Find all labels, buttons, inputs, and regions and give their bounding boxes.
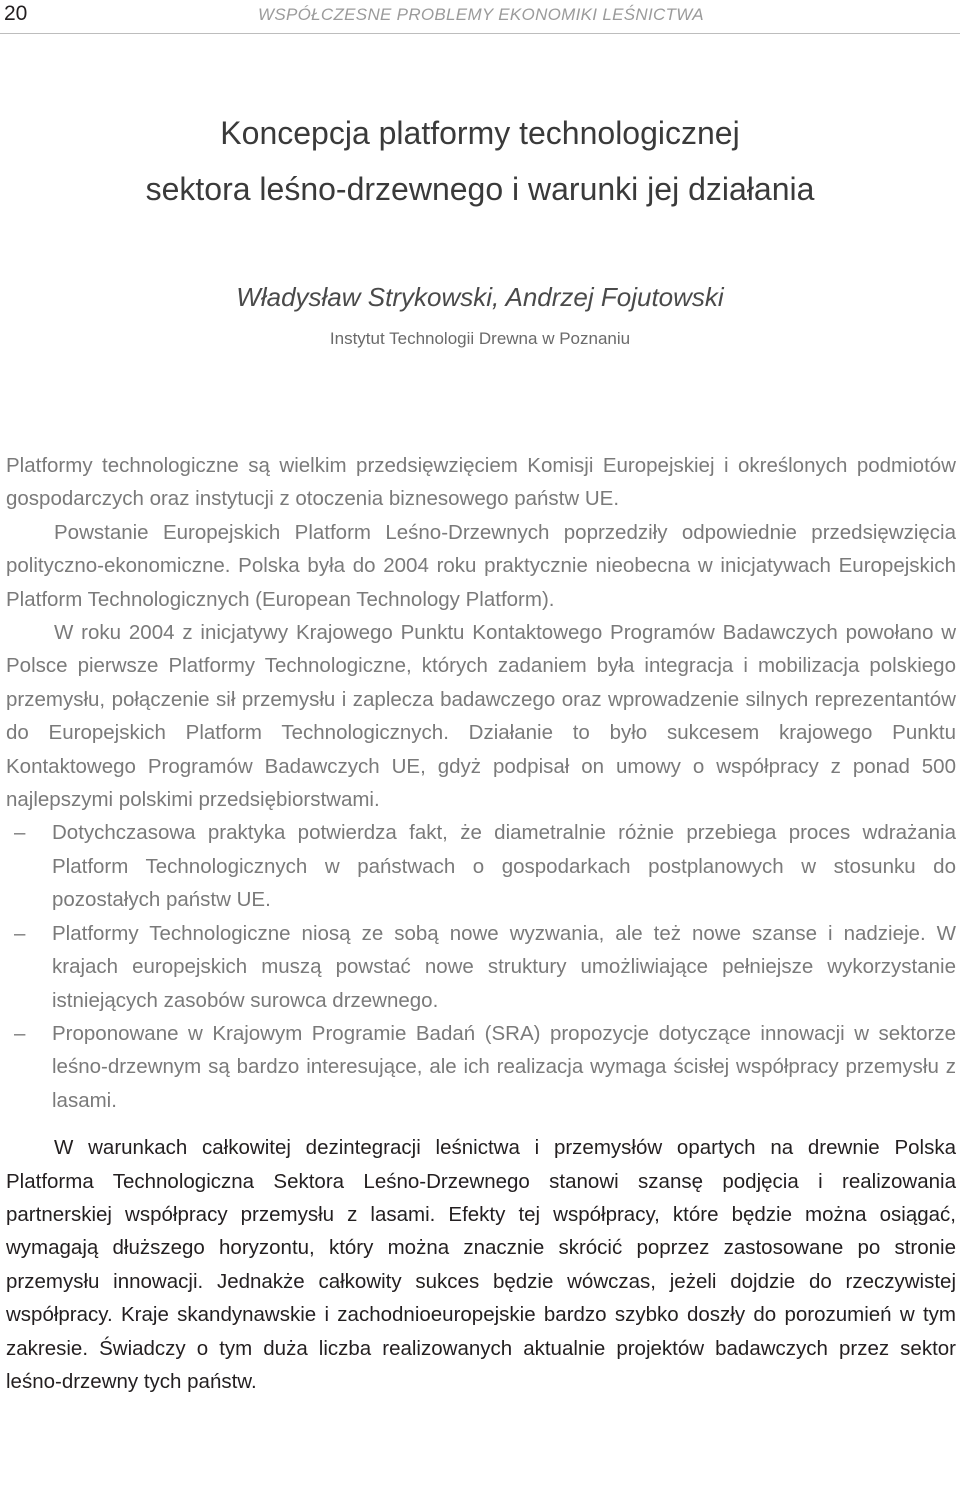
- article-body: [6, 449, 956, 1398]
- bullet-item-3: [6, 1017, 956, 1117]
- abstract-bullet-list: [6, 816, 956, 1117]
- page-number: 20: [4, 2, 28, 25]
- abstract-paragraph-1: Platformy technologiczne są wielkim przedsięwzięciem Komisji Europejskiej i określonych podmiotów gospodarczych oraz instytucji z otoczenia biznesowego państw UE.: [6, 454, 956, 511]
- abstract-paragraph-2: Powstanie Europejskich Platform Leśno-Drzewnych poprzedziły odpowiednie przedsięwzięcia polityczno-ekonomiczne. Polska była do 2004 roku praktycznie nieobecna w inicjatywach Europejskich Platform Technologicznych (European Technology Platform).: [6, 520, 956, 611]
- bullet-text-2: Platformy Technologiczne niosą ze sobą nowe wyzwania, ale też nowe szanse i nadzieje. W krajach europejskich muszą powstać nowe struktury umożliwiające pełniejsze wykorzystanie istniejących zasobów surowca drzewnego.: [52, 921, 956, 1012]
- bullet-item-1: [6, 816, 956, 916]
- title-line-1: Koncepcja platformy technologicznej: [220, 115, 740, 151]
- page-header: [0, 0, 960, 30]
- bullet-item-2: [6, 917, 956, 1017]
- affiliation: Instytut Technologii Drewna w Poznaniu: [329, 329, 631, 348]
- bullet-text-1: Dotychczasowa praktyka potwierdza fakt, że diametralnie różnie przebiega proces wdrażania Platform Technologicznych w państwach o gospodarkach postplanowych w stosunku do pozostałych państw UE.: [52, 821, 956, 912]
- dash-bullet-icon: –: [14, 821, 26, 845]
- article-title: [0, 105, 960, 217]
- bullet-text-3: Proponowane w Krajowym Programie Badań (SRA) propozycje dotyczące innowacji w sektorze leśno-drzewnym są bardzo interesujące, ale ich realizacja wymaga ścisłej współpracy przemysłu z lasami.: [52, 1021, 956, 1112]
- dash-bullet-icon: –: [14, 1021, 26, 1045]
- header-rule: [0, 33, 960, 34]
- section-gap: [6, 1117, 956, 1131]
- authors: Władysław Strykowski, Andrzej Fojutowski: [236, 282, 724, 312]
- dash-bullet-icon: –: [14, 921, 26, 945]
- running-head: WSPÓŁCZESNE PROBLEMY EKONOMIKI LEŚNICTWA: [258, 5, 704, 24]
- title-line-2: sektora leśno-drzewnego i warunki jej działania: [145, 171, 815, 207]
- body-paragraph-1: W warunkach całkowitej dezintegracji leśnictwa i przemysłów opartych na drewnie Polska Platforma Technologiczna Sektora Leśno-Drzewnego stanowi szansę podjęcia i realizowania partnerskiej współpracy przemysłu z lasami. Efekty tej współpracy, które będzie można osiągać, wymagają dłuższego horyzontu, który można znacznie skrócić poprzez zastosowane po stronie przemysłu innowacji. Jednakże całkowity sukces będzie wówczas, jeżeli dojdzie do rzeczywistej współpracy. Kraje skandynawskie i zachodnioeuropejskie bardzo szybko doszły do porozumień w tym zakresie. Świadczy o tym duża liczba realizowanych aktualnie projektów badawczych przez sektor leśno-drzewny tych państw.: [6, 1136, 956, 1393]
- abstract-paragraph-3: W roku 2004 z inicjatywy Krajowego Punktu Kontaktowego Programów Badawczych powołano w Polsce pierwsze Platformy Technologiczne, których zadaniem była integracja i mobilizacja polskiego przemysłu, połączenie sił przemysłu i zaplecza badawczego oraz wprowadzenie silnych reprezentantów do Europejskich Platform Technologicznych. Działanie to było sukcesem krajowego Punktu Kontaktowego Programów Badawczych UE, gdyż podpisał on umowy o współpracy z ponad 500 najlepszymi polskimi przedsiębiorstwami.: [6, 621, 956, 812]
